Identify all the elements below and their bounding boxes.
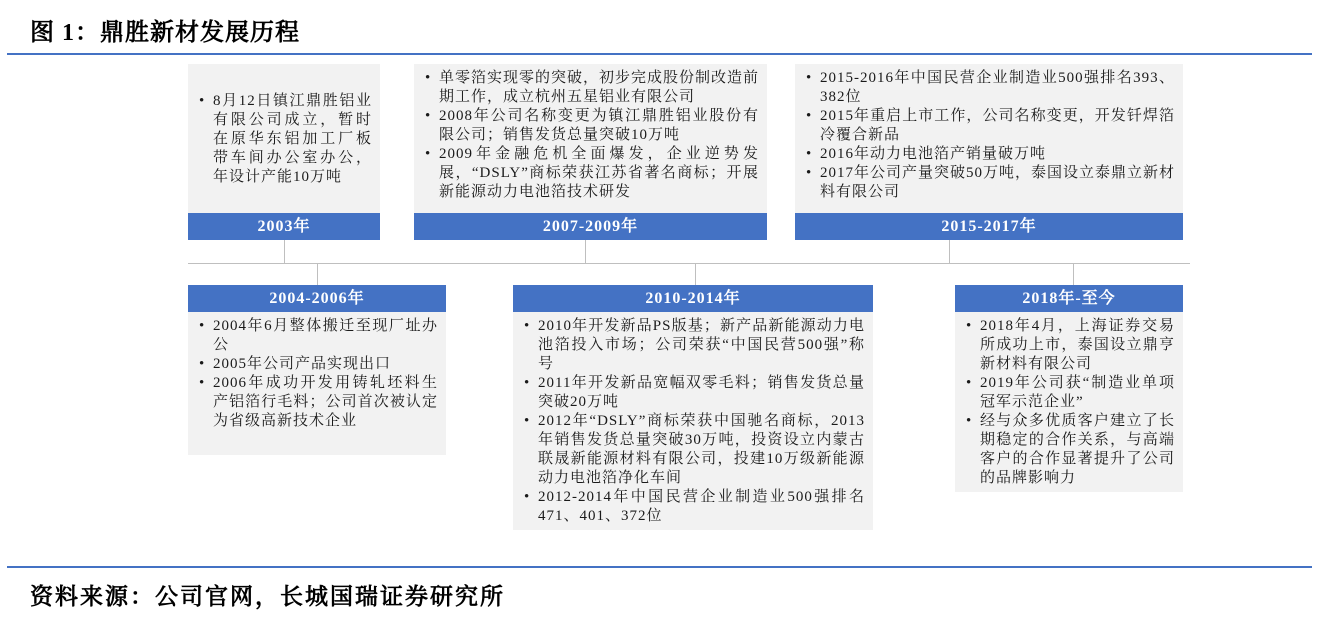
- milestone-content: [188, 64, 380, 213]
- bullet-list: [196, 317, 438, 431]
- milestone-box-2015-2017: [795, 64, 1183, 240]
- bullet-item: • 8月12日镇江鼎胜铝业有限公司成立，暂时在原华东铝加工厂板带车间办公室办公，年设计产能10万吨: [196, 92, 372, 187]
- milestone-content: [188, 312, 446, 455]
- milestone-content: [414, 64, 767, 213]
- bullet-item: • 2006年成功开发用铸轧坯料生产铝箔行毛料；公司首次被认定为省级高新技术企业: [196, 374, 438, 431]
- connector-2010-2014: [695, 263, 696, 286]
- milestone-box-2007-2009: [414, 64, 767, 240]
- milestone-box-2010-2014: [513, 285, 873, 528]
- bullet-item: • 2004年6月整体搬迁至现厂址办公: [196, 317, 438, 355]
- year-label: 2003年: [188, 213, 380, 240]
- connector-2003: [284, 240, 285, 263]
- bullet-item: • 经与众多优质客户建立了长期稳定的合作关系，与高端客户的合作显著提升了公司的品牌影响力: [963, 412, 1175, 488]
- year-label: 2010-2014年: [513, 285, 873, 312]
- milestone-content: [513, 312, 873, 530]
- connector-2007-2009: [585, 240, 586, 263]
- connector-2004-2006: [317, 263, 318, 286]
- milestone-box-2018-now: [955, 285, 1183, 486]
- bullet-item: • 2008年公司名称变更为镇江鼎胜铝业股份有限公司；销售发货总量突破10万吨: [422, 107, 759, 145]
- bullet-item: • 2009年金融危机全面爆发，企业逆势发展，“DSLY”商标荣获江苏省著名商标；开展新能源动力电池箔技术研发: [422, 145, 759, 202]
- milestone-box-2004-2006: [188, 285, 446, 455]
- bullet-list: [803, 69, 1175, 202]
- bullet-item: • 2005年公司产品实现出口: [196, 355, 438, 374]
- bullet-item: • 2012年“DSLY”商标荣获中国驰名商标，2013年销售发货总量突破30万吨，投资设立内蒙古联晟新能源材料有限公司，投建10万级新能源动力电池箔净化车间: [521, 412, 865, 488]
- footer-divider: [7, 566, 1312, 568]
- year-label: 2007-2009年: [414, 213, 767, 240]
- bullet-item: • 2016年动力电池箔产销量破万吨: [803, 145, 1175, 164]
- milestone-content: [795, 64, 1183, 213]
- year-label: 2015-2017年: [795, 213, 1183, 240]
- year-label: 2018年-至今: [955, 285, 1183, 312]
- bullet-list: [196, 92, 372, 187]
- bullet-list: [521, 317, 865, 526]
- bullet-item: • 2018年4月，上海证券交易所成功上市，泰国设立鼎亨新材料有限公司: [963, 317, 1175, 374]
- connector-2018-now: [1073, 263, 1074, 286]
- bullet-item: • 2015-2016年中国民营企业制造业500强排名393、382位: [803, 69, 1175, 107]
- source-note: 资料来源：公司官网，长城国瑞证券研究所: [30, 584, 505, 609]
- timeline-axis: [188, 263, 1190, 264]
- figure-title: 图 1：鼎胜新材发展历程: [30, 20, 300, 46]
- milestone-content: [955, 312, 1183, 492]
- bullet-item: • 2011年开发新品宽幅双零毛料；销售发货总量突破20万吨: [521, 374, 865, 412]
- bullet-item: • 2017年公司产量突破50万吨，泰国设立泰鼎立新材料有限公司: [803, 164, 1175, 202]
- bullet-item: • 单零箔实现零的突破，初步完成股份制改造前期工作，成立杭州五星铝业有限公司: [422, 69, 759, 107]
- bullet-list: [963, 317, 1175, 488]
- year-label: 2004-2006年: [188, 285, 446, 312]
- connector-2015-2017: [949, 240, 950, 263]
- bullet-item: • 2010年开发新品PS版基；新产品新能源动力电池箔投入市场；公司荣获“中国民营500强”称号: [521, 317, 865, 374]
- bullet-item: • 2019年公司获“制造业单项冠军示范企业”: [963, 374, 1175, 412]
- bullet-list: [422, 69, 759, 202]
- title-divider: [7, 53, 1312, 55]
- bullet-item: • 2012-2014年中国民营企业制造业500强排名471、401、372位: [521, 488, 865, 526]
- bullet-item: • 2015年重启上市工作，公司名称变更，开发钎焊箔冷覆合新品: [803, 107, 1175, 145]
- milestone-box-2003: [188, 64, 380, 240]
